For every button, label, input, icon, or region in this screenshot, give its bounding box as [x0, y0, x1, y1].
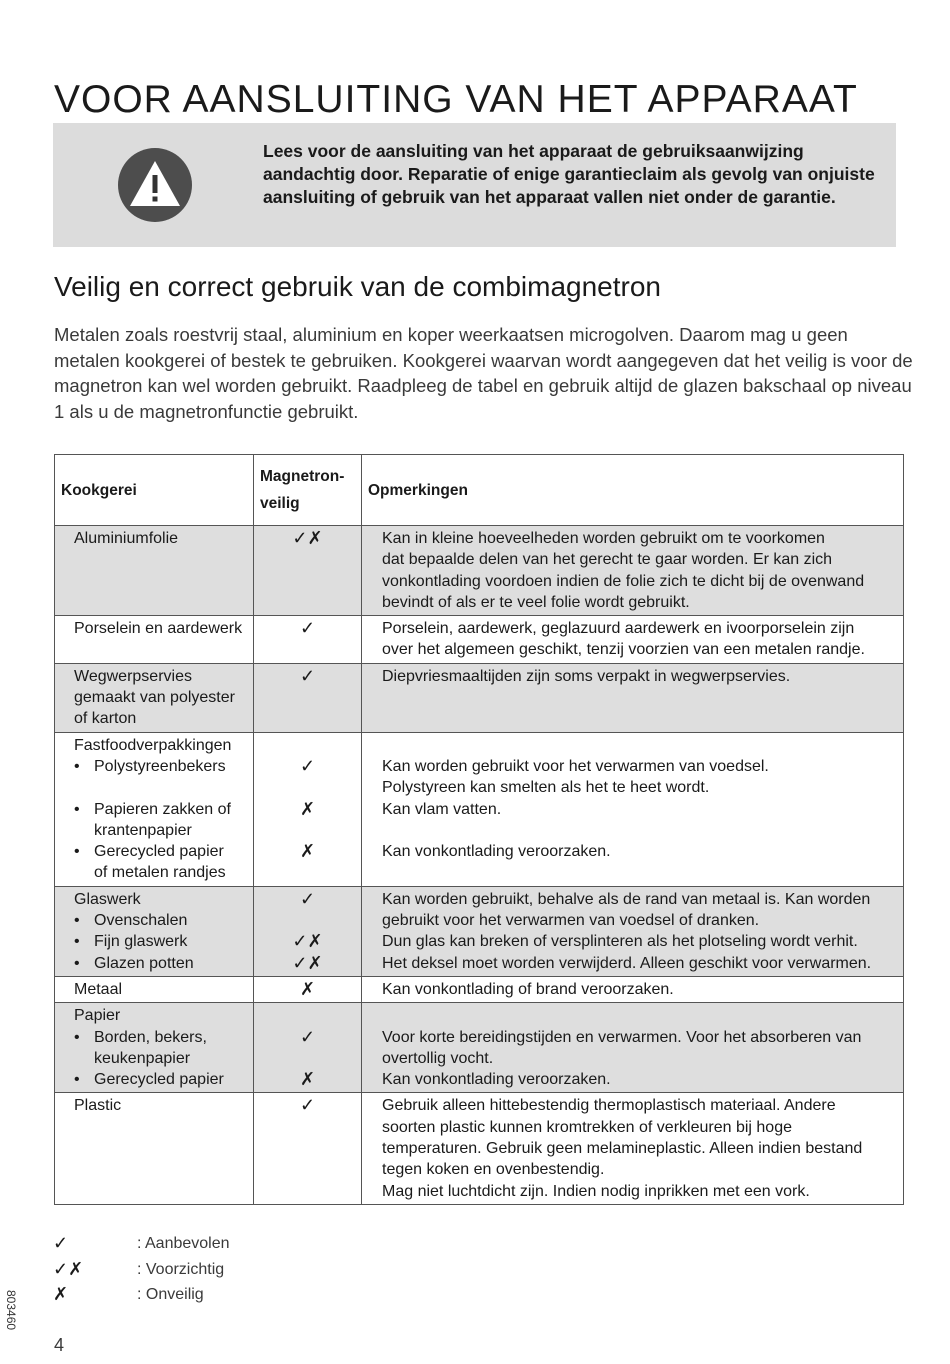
safety-mark — [258, 592, 357, 613]
cookware-label: Glaswerk — [74, 890, 141, 908]
bullet-item: • Borden, bekers, — [74, 1027, 247, 1048]
header-microwave-safe — [254, 455, 362, 526]
safety-mark — [258, 549, 357, 570]
safety-mark-cell — [254, 1093, 362, 1204]
cookware-label: gemaakt van polyester — [74, 689, 235, 707]
cookware-label — [74, 571, 247, 592]
table-row — [55, 1093, 904, 1204]
cookware-label: keukenpapier — [94, 1049, 191, 1067]
cookware-label — [74, 549, 247, 570]
remark-line: over het algemeen geschikt, tenzij voorzien van een metalen randje. — [382, 641, 865, 659]
safety-mark: ✓✗ — [292, 952, 323, 973]
safety-mark-cell — [254, 663, 362, 732]
safety-mark: ✗ — [299, 1069, 316, 1090]
header-remarks: Opmerkingen — [362, 455, 904, 526]
bullet-item: • Polystyreenbekers — [74, 756, 247, 777]
remark-line — [382, 708, 897, 729]
remark-line: temperaturen. Gebruik geen melamineplastic. Alleen indien bestand — [382, 1140, 863, 1158]
legend-symbol: ✓✗ — [53, 1258, 84, 1279]
legend-label: : Onveilig — [137, 1286, 204, 1303]
remarks-cell — [362, 663, 904, 732]
safety-mark — [258, 1005, 357, 1026]
safety-mark — [258, 1138, 357, 1159]
legend-symbol: ✗ — [53, 1284, 69, 1304]
safety-mark: ✓ — [299, 1095, 316, 1116]
remark-line: Gebruik alleen hittebestendig thermoplastisch materiaal. Andere — [382, 1097, 836, 1115]
safety-mark: ✓ — [299, 755, 316, 776]
safety-mark: ✗ — [299, 798, 316, 819]
bullet-item: • Glazen potten — [74, 953, 247, 974]
warning-triangle-icon — [118, 148, 192, 222]
safety-mark — [258, 639, 357, 660]
cookware-label: Plastic — [74, 1097, 122, 1115]
remark-line — [382, 820, 897, 841]
remark-line — [382, 1005, 897, 1026]
remarks-cell — [362, 976, 904, 1002]
safety-mark — [258, 862, 357, 883]
remark-line: Voor korte bereidingstijden en verwarmen. Voor het absorberen van — [382, 1028, 862, 1046]
remarks-cell — [362, 732, 904, 886]
cookware-table — [54, 454, 904, 1205]
cookware-label: of metalen randjes — [94, 864, 226, 882]
safety-mark-cell — [254, 1003, 362, 1093]
cookware-label — [74, 1181, 247, 1202]
legend-symbol: ✓ — [53, 1233, 69, 1253]
cookware-cell — [55, 1003, 254, 1093]
safety-mark — [258, 777, 357, 798]
remark-line — [382, 687, 897, 708]
table-row — [55, 526, 904, 616]
cookware-cell — [55, 526, 254, 616]
safety-mark: ✗ — [299, 978, 316, 999]
remark-line: Diepvriesmaaltijden zijn soms verpakt in wegwerpservies. — [382, 667, 791, 685]
remark-line — [382, 735, 897, 756]
cookware-label: Fastfoodverpakkingen — [74, 736, 232, 754]
safety-mark — [258, 687, 357, 708]
safety-mark — [258, 1048, 357, 1069]
remark-line: soorten plastic kunnen kromtrekken of verkleuren bij hoge — [382, 1118, 792, 1136]
safety-mark — [258, 571, 357, 592]
remark-line: Mag niet luchtdicht zijn. Indien nodig inprikken met een vork. — [382, 1182, 810, 1200]
safety-mark: ✓✗ — [292, 931, 323, 952]
safety-mark: ✓ — [299, 665, 316, 686]
table-row — [55, 976, 904, 1002]
remark-line: Kan vlam vatten. — [382, 800, 502, 818]
remark-line: bevindt of als er te veel folie wordt gebruikt. — [382, 593, 690, 611]
bullet-item: • Fijn glaswerk — [74, 931, 247, 952]
cookware-label: Aluminiumfolie — [74, 530, 179, 547]
cookware-cell — [55, 976, 254, 1002]
warning-text: Lees voor de aansluiting van het apparaat de gebruiksaanwijzing aandachtig door. Reparatie of enige garantieclaim als gevolg van onjuiste aansluiting of gebruik van het apparaat vallen niet onder de garantie. — [263, 141, 875, 207]
cookware-label — [74, 1138, 247, 1159]
cookware-label: Wegwerpservies — [74, 667, 192, 685]
safety-mark-cell — [254, 526, 362, 616]
intro-paragraph: Metalen zoals roestvrij staal, aluminium en koper weerkaatsen microgolven. Daarom mag u geen metalen kookgerei of bestek te gebruiken. Kookgerei waarvan wordt aangegeven dat het veilig is voor de magnetron kan wel worden gebruikt. Raadpleeg de tabel en gebruik altijd de glazen bakschaal op niveau 1 als u de magnetronfunctie gebruikt. — [54, 324, 913, 422]
legend-label: : Voorzichtig — [137, 1260, 225, 1278]
safety-mark — [258, 1159, 357, 1180]
cookware-label — [74, 777, 247, 798]
remark-line: Dun glas kan breken of versplinteren als het plotseling wordt verhit. — [382, 933, 858, 951]
remark-line: vonkontlading voordoen indien de folie zich te dicht bij de ovenwand — [382, 572, 865, 590]
cookware-label — [74, 1117, 247, 1138]
remarks-cell — [362, 886, 904, 976]
table-row — [55, 1003, 904, 1093]
table-row — [55, 732, 904, 886]
safety-mark — [258, 735, 357, 756]
bullet-item: • Gerecycled papier — [74, 1069, 247, 1090]
safety-mark-cell — [254, 732, 362, 886]
safety-mark: ✓ — [299, 888, 316, 909]
table-body — [55, 526, 904, 1205]
safety-mark — [258, 1181, 357, 1202]
safety-mark-cell — [254, 976, 362, 1002]
remark-line: Kan vonkontlading of brand veroorzaken. — [382, 980, 674, 998]
remark-line — [382, 862, 897, 883]
cookware-label: Metaal — [74, 980, 123, 998]
page-number: 4 — [54, 1335, 65, 1355]
cookware-cell — [55, 732, 254, 886]
remark-line: Kan worden gebruikt, behalve als de rand van metaal is. Kan worden — [382, 890, 871, 908]
safety-mark — [258, 910, 357, 931]
cookware-label: of karton — [74, 710, 137, 728]
header-cookware: Kookgerei — [55, 455, 254, 526]
bullet-item: • Ovenschalen — [74, 910, 247, 931]
remark-line: Kan vonkontlading veroorzaken. — [382, 843, 611, 861]
section-title: Veilig en correct gebruik van de combimagnetron — [54, 271, 662, 302]
header-microwave-safe-line2: veilig — [260, 495, 300, 512]
cookware-label: krantenpapier — [94, 821, 192, 839]
cookware-cell — [55, 616, 254, 664]
bullet-item: • Gerecycled papier — [74, 841, 247, 862]
page-title: VOOR AANSLUITING VAN HET APPARAAT — [54, 78, 858, 121]
remark-line: Polystyreen kan smelten als het te heet wordt. — [382, 779, 710, 797]
safety-mark-cell — [254, 886, 362, 976]
safety-mark — [258, 708, 357, 729]
remark-line: gebruikt voor het verwarmen van voedsel of dranken. — [382, 912, 760, 930]
safety-mark-cell — [254, 616, 362, 664]
safety-mark: ✓ — [299, 1026, 316, 1047]
remark-line: dat bepaalde delen van het gerecht te gaar worden. Er kan zich — [382, 551, 833, 569]
safety-mark: ✓✗ — [292, 528, 323, 548]
legend-label: : Aanbevolen — [137, 1235, 230, 1252]
safety-mark: ✓ — [299, 618, 316, 639]
safety-mark — [258, 820, 357, 841]
safety-mark: ✗ — [299, 841, 316, 862]
safety-mark — [258, 1117, 357, 1138]
remark-line: tegen koken en ovenbestendig. — [382, 1161, 605, 1179]
remark-line: overtollig vocht. — [382, 1049, 494, 1067]
cookware-label: Porselein en aardewerk — [74, 620, 243, 638]
cookware-label: Papier — [74, 1007, 121, 1025]
table-row — [55, 886, 904, 976]
remarks-cell — [362, 616, 904, 664]
cookware-label — [74, 1159, 247, 1180]
cookware-label — [74, 592, 247, 613]
remark-line: Kan worden gebruikt voor het verwarmen van voedsel. — [382, 757, 769, 775]
cookware-cell — [55, 886, 254, 976]
document-code: 803460 — [4, 1290, 18, 1331]
header-microwave-safe-line1: Magnetron- — [260, 468, 345, 485]
remarks-cell — [362, 1003, 904, 1093]
remark-line: Het deksel moet worden verwijderd. Alleen geschikt voor verwarmen. — [382, 954, 872, 972]
table-header-row — [55, 455, 904, 526]
cookware-cell — [55, 1093, 254, 1204]
bullet-item: • Papieren zakken of — [74, 799, 247, 820]
remarks-cell — [362, 1093, 904, 1204]
remark-line: Kan vonkontlading veroorzaken. — [382, 1071, 611, 1089]
table-row — [55, 663, 904, 732]
remark-line: Kan in kleine hoeveelheden worden gebruikt om te voorkomen — [382, 530, 825, 547]
remark-line: Porselein, aardewerk, geglazuurd aardewerk en ivoorporselein zijn — [382, 620, 855, 638]
table-row — [55, 616, 904, 664]
remarks-cell — [362, 526, 904, 616]
cookware-cell — [55, 663, 254, 732]
cookware-label — [74, 639, 247, 660]
